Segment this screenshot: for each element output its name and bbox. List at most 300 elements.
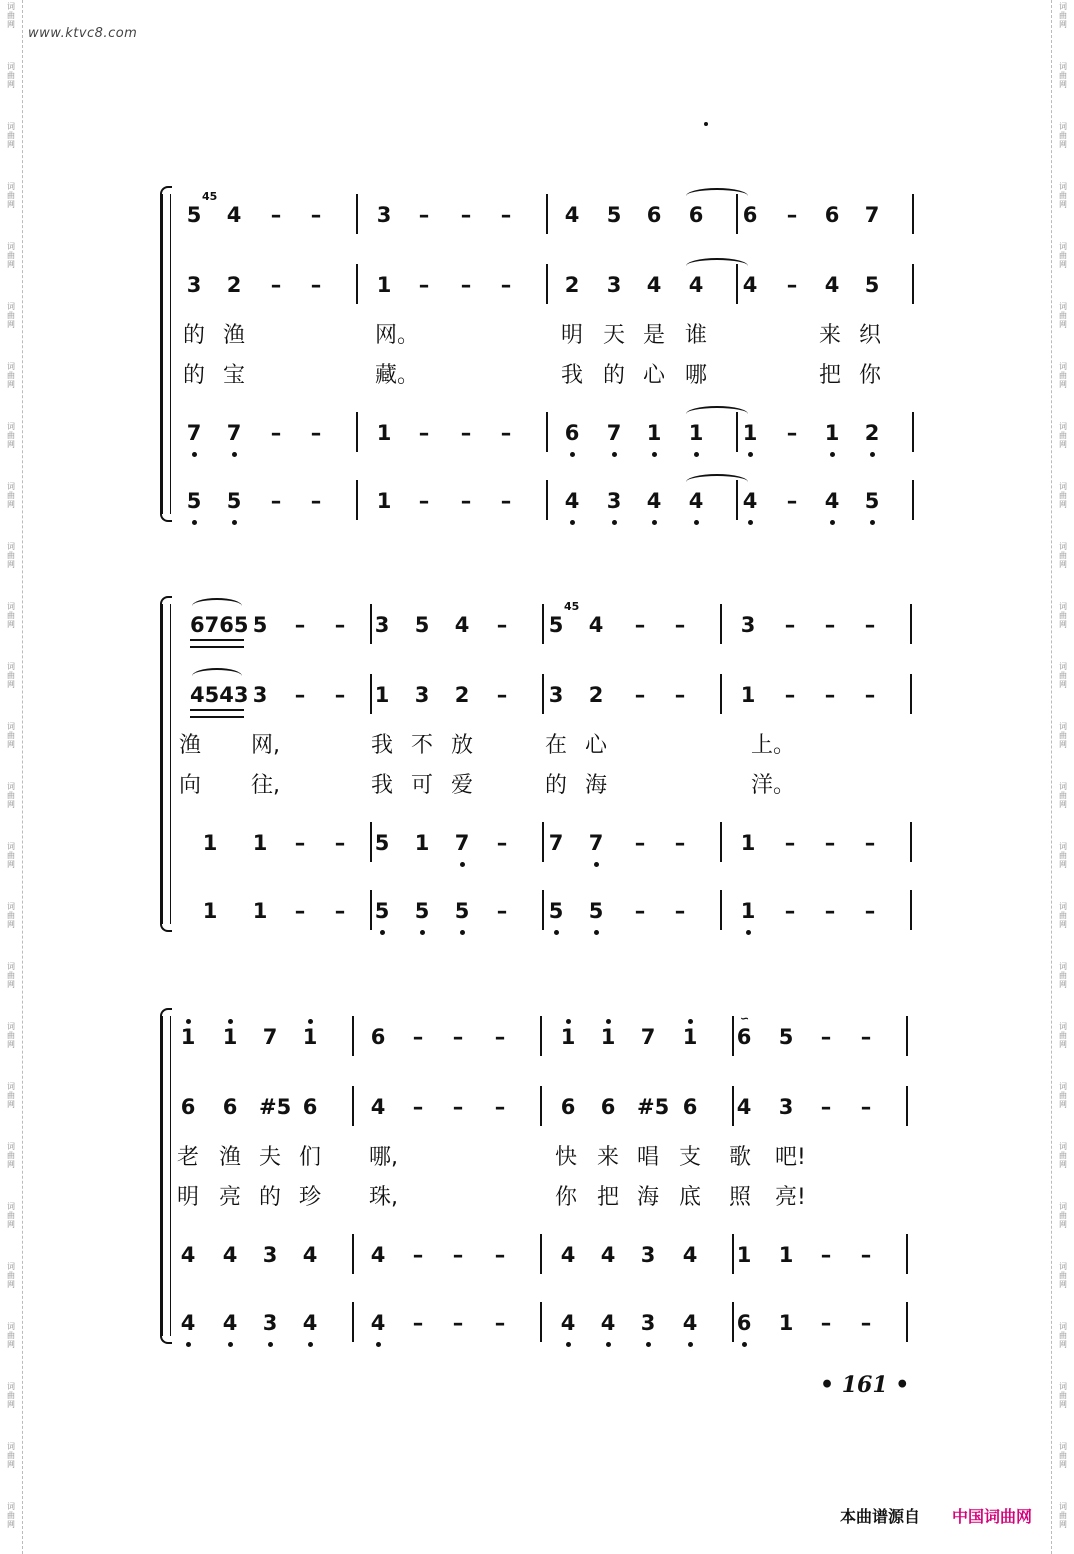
barline — [912, 264, 914, 304]
jianpu-note: 4 — [646, 489, 662, 513]
low-octave-dot — [460, 862, 465, 867]
jianpu-note: 4 — [226, 203, 242, 227]
dash-extension: – — [634, 683, 646, 707]
barline — [546, 194, 548, 234]
dash-extension: – — [452, 1095, 464, 1119]
jianpu-note: 1 — [202, 831, 218, 855]
margin-watermark-mark: 词 曲 网 — [7, 1022, 15, 1049]
dash-extension: – — [496, 613, 508, 637]
jianpu-note: 6 — [302, 1095, 318, 1119]
barline — [546, 412, 548, 452]
margin-watermark-mark: 词 曲 网 — [1059, 1502, 1067, 1529]
jianpu-note: #5 — [637, 1095, 670, 1119]
lyric-syllable: 来 — [597, 1145, 620, 1170]
jianpu-note: 1 — [778, 1311, 794, 1335]
margin-watermark-mark: 词 曲 网 — [7, 722, 15, 749]
dash-extension: – — [674, 613, 686, 637]
dash-extension: – — [860, 1025, 872, 1049]
dash-extension: – — [270, 273, 282, 297]
jianpu-note: 7 — [548, 831, 564, 855]
jianpu-note: 1 — [740, 831, 756, 855]
lyric-syllable: 心 — [643, 363, 666, 388]
lyric-syllable: 不 — [411, 733, 434, 758]
margin-watermark-mark: 词 曲 网 — [1059, 902, 1067, 929]
dash-extension: – — [294, 613, 306, 637]
dash-extension: – — [310, 273, 322, 297]
lyric-syllable: 网。 — [375, 323, 420, 348]
jianpu-note: 4 — [736, 1095, 752, 1119]
lyric-syllable: 亮 — [219, 1185, 242, 1210]
lyric-syllable: 珠, — [369, 1185, 398, 1210]
jianpu-note: 4 — [302, 1243, 318, 1267]
page-number: • 161 • — [820, 1372, 910, 1398]
low-octave-dot — [308, 1342, 313, 1347]
low-octave-dot — [594, 862, 599, 867]
jianpu-note: 6 — [742, 203, 758, 227]
dash-extension: – — [494, 1311, 506, 1335]
jianpu-note: 3 — [376, 203, 392, 227]
jianpu-note: 4 — [600, 1311, 616, 1335]
dash-extension: – — [634, 831, 646, 855]
dash-extension: – — [494, 1243, 506, 1267]
barline — [546, 480, 548, 520]
jianpu-note: 6 — [222, 1095, 238, 1119]
jianpu-note: 3 — [252, 683, 268, 707]
margin-watermark-mark: 词 曲 网 — [7, 302, 15, 329]
jianpu-note: 4 — [742, 489, 758, 513]
lyric-syllable: 是 — [643, 323, 666, 348]
dash-extension: – — [418, 273, 430, 297]
margin-watermark-mark: 词 曲 网 — [1059, 542, 1067, 569]
margin-watermark-mark: 词 曲 网 — [7, 422, 15, 449]
dash-extension: – — [334, 899, 346, 923]
lyric-syllable: 渔 — [223, 323, 246, 348]
dash-extension: – — [864, 683, 876, 707]
low-octave-dot — [594, 930, 599, 935]
turn-ornament: ∽ — [740, 1012, 750, 1025]
jianpu-note: 1 — [202, 899, 218, 923]
jianpu-note: 5 — [588, 899, 604, 923]
barline — [912, 480, 914, 520]
dash-extension: – — [334, 613, 346, 637]
barline — [720, 674, 722, 714]
margin-watermark-mark: 词 曲 网 — [1059, 662, 1067, 689]
low-octave-dot — [748, 452, 753, 457]
jianpu-note: 1 — [646, 421, 662, 445]
margin-watermark-mark: 词 曲 网 — [1059, 1202, 1067, 1229]
jianpu-note: 1 — [740, 683, 756, 707]
jianpu-note: 4 — [824, 273, 840, 297]
jianpu-note: 1 — [600, 1025, 616, 1049]
jianpu-note: 6 — [560, 1095, 576, 1119]
lyric-syllable: 上。 — [751, 733, 796, 758]
dash-extension: – — [452, 1311, 464, 1335]
tie — [686, 188, 748, 204]
dash-extension: – — [784, 613, 796, 637]
lyric-syllable: 的 — [183, 363, 206, 388]
jianpu-note: 6 — [370, 1025, 386, 1049]
dash-extension: – — [500, 489, 512, 513]
low-octave-dot — [232, 452, 237, 457]
jianpu-note: 4 — [564, 203, 580, 227]
low-octave-dot — [646, 1342, 651, 1347]
low-octave-dot — [830, 452, 835, 457]
jianpu-note: 1 — [560, 1025, 576, 1049]
lyric-syllable: 在 — [545, 733, 568, 758]
high-octave-dot — [186, 1019, 191, 1024]
jianpu-note: 6765 — [190, 613, 249, 637]
jianpu-note: 6 — [824, 203, 840, 227]
dash-extension: – — [460, 421, 472, 445]
barline — [356, 194, 358, 234]
dash-extension: – — [334, 831, 346, 855]
lyric-syllable: 的 — [603, 363, 626, 388]
margin-watermark-mark: 词 曲 网 — [1059, 782, 1067, 809]
lyric-syllable: 们 — [299, 1145, 322, 1170]
dash-extension: – — [860, 1243, 872, 1267]
lyric-syllable: 洋。 — [751, 773, 796, 798]
jianpu-note: 6 — [682, 1095, 698, 1119]
jianpu-note: 3 — [640, 1243, 656, 1267]
low-octave-dot — [554, 930, 559, 935]
barline — [356, 480, 358, 520]
dash-extension: – — [824, 683, 836, 707]
jianpu-note: 6 — [736, 1311, 752, 1335]
dash-extension: – — [824, 899, 836, 923]
margin-watermark-mark: 词 曲 网 — [1059, 242, 1067, 269]
margin-watermark-mark: 词 曲 网 — [1059, 122, 1067, 149]
lyric-syllable: 底 — [679, 1185, 702, 1210]
jianpu-note: 3 — [414, 683, 430, 707]
lyric-syllable: 海 — [637, 1185, 660, 1210]
lyric-syllable: 心 — [585, 733, 608, 758]
lyric-syllable: 海 — [585, 773, 608, 798]
low-octave-dot — [460, 930, 465, 935]
dash-extension: – — [270, 203, 282, 227]
barline — [542, 822, 544, 862]
jianpu-note: 1 — [222, 1025, 238, 1049]
jianpu-note: 7 — [262, 1025, 278, 1049]
dash-extension: – — [674, 683, 686, 707]
jianpu-note: 5 — [864, 273, 880, 297]
jianpu-note: 5 — [374, 831, 390, 855]
jianpu-note: 3 — [262, 1243, 278, 1267]
barline — [720, 822, 722, 862]
barline — [352, 1234, 354, 1274]
barline — [546, 264, 548, 304]
dash-extension: – — [294, 683, 306, 707]
barline — [720, 890, 722, 930]
low-octave-dot — [228, 1342, 233, 1347]
margin-watermark-mark: 词 曲 网 — [7, 242, 15, 269]
dash-extension: – — [786, 421, 798, 445]
dash-extension: – — [786, 273, 798, 297]
jianpu-note: 1 — [376, 273, 392, 297]
dash-extension: – — [496, 683, 508, 707]
margin-watermark-mark: 词 曲 网 — [1059, 842, 1067, 869]
margin-watermark-mark: 词 曲 网 — [1059, 62, 1067, 89]
dash-extension: – — [460, 273, 472, 297]
low-octave-dot — [748, 520, 753, 525]
margin-watermark-mark: 词 曲 网 — [7, 122, 15, 149]
slur — [192, 668, 242, 684]
dash-extension: – — [864, 613, 876, 637]
dash-extension: – — [270, 489, 282, 513]
lyric-syllable: 吧! — [775, 1145, 806, 1170]
jianpu-note: 4 — [222, 1243, 238, 1267]
margin-watermark-mark: 词 曲 网 — [1059, 1442, 1067, 1469]
dash-extension: – — [634, 613, 646, 637]
margin-watermark-mark: 词 曲 网 — [1059, 182, 1067, 209]
jianpu-note: 4 — [742, 273, 758, 297]
lyric-syllable: 你 — [555, 1185, 578, 1210]
margin-watermark-mark: 词 曲 网 — [1059, 722, 1067, 749]
margin-watermark-mark: 词 曲 网 — [7, 602, 15, 629]
barline — [352, 1016, 354, 1056]
jianpu-note: 3 — [606, 489, 622, 513]
margin-watermark-mark: 词 曲 网 — [7, 62, 15, 89]
jianpu-note: 4 — [682, 1243, 698, 1267]
barline — [356, 264, 358, 304]
jianpu-note: 1 — [778, 1243, 794, 1267]
jianpu-note: 4 — [454, 613, 470, 637]
lyric-syllable: 往, — [251, 773, 280, 798]
lyric-syllable: 我 — [561, 363, 584, 388]
dash-extension: – — [820, 1311, 832, 1335]
jianpu-note: 4 — [370, 1095, 386, 1119]
margin-watermark-mark: 词 曲 网 — [7, 1142, 15, 1169]
jianpu-note: 1 — [302, 1025, 318, 1049]
barline — [912, 194, 914, 234]
jianpu-note: 5 — [186, 203, 202, 227]
lyric-syllable: 向 — [179, 773, 202, 798]
jianpu-note: 3 — [740, 613, 756, 637]
lyric-syllable: 可 — [411, 773, 434, 798]
jianpu-note: 2 — [454, 683, 470, 707]
low-octave-dot — [192, 452, 197, 457]
margin-watermark-mark: 词 曲 网 — [7, 1382, 15, 1409]
margin-watermark-mark: 词 曲 网 — [1059, 962, 1067, 989]
dash-extension: – — [820, 1025, 832, 1049]
jianpu-note: 4 — [682, 1311, 698, 1335]
barline — [906, 1234, 908, 1274]
jianpu-note: 5 — [548, 613, 564, 637]
barline — [540, 1302, 542, 1342]
ink-speck — [704, 122, 708, 126]
dash-extension: – — [418, 203, 430, 227]
margin-watermark-mark: 词 曲 网 — [7, 362, 15, 389]
low-octave-dot — [870, 452, 875, 457]
barline — [356, 412, 358, 452]
jianpu-note: 1 — [376, 489, 392, 513]
dash-extension: – — [334, 683, 346, 707]
jianpu-note: 7 — [606, 421, 622, 445]
barline — [542, 890, 544, 930]
jianpu-note: 5 — [548, 899, 564, 923]
high-octave-dot — [688, 1019, 693, 1024]
lyric-syllable: 网, — [251, 733, 280, 758]
jianpu-note: 1 — [736, 1243, 752, 1267]
margin-watermark-mark: 词 曲 网 — [1059, 1262, 1067, 1289]
jianpu-note: 7 — [640, 1025, 656, 1049]
low-octave-dot — [652, 520, 657, 525]
margin-watermark-mark: 词 曲 网 — [7, 962, 15, 989]
lyric-syllable: 藏。 — [375, 363, 420, 388]
jianpu-note: 4 — [688, 273, 704, 297]
dash-extension: – — [412, 1095, 424, 1119]
margin-watermark-mark: 词 曲 网 — [7, 842, 15, 869]
barline — [910, 604, 912, 644]
lyric-syllable: 珍 — [299, 1185, 322, 1210]
low-octave-dot — [420, 930, 425, 935]
score-system — [0, 190, 1074, 530]
jianpu-note: 5 — [454, 899, 470, 923]
jianpu-note: 7 — [226, 421, 242, 445]
jianpu-note: 3 — [186, 273, 202, 297]
margin-watermark-mark: 词 曲 网 — [1059, 1382, 1067, 1409]
system-bracket-inner — [170, 604, 175, 924]
dash-extension: – — [294, 899, 306, 923]
barline — [906, 1086, 908, 1126]
lyric-syllable: 谁 — [685, 323, 708, 348]
dash-extension: – — [500, 203, 512, 227]
score-system — [0, 600, 1074, 940]
lyric-syllable: 哪, — [369, 1145, 398, 1170]
lyric-syllable: 哪 — [685, 363, 708, 388]
low-octave-dot — [570, 452, 575, 457]
jianpu-note: 4 — [180, 1311, 196, 1335]
dash-extension: – — [786, 489, 798, 513]
jianpu-note: 1 — [688, 421, 704, 445]
margin-watermark-mark: 词 曲 网 — [1059, 1022, 1067, 1049]
jianpu-note: 7 — [588, 831, 604, 855]
low-octave-dot — [612, 452, 617, 457]
sixteenth-underline — [190, 639, 244, 648]
dash-extension: – — [496, 831, 508, 855]
low-octave-dot — [688, 1342, 693, 1347]
jianpu-note: 1 — [414, 831, 430, 855]
dash-extension: – — [500, 421, 512, 445]
margin-watermark-mark: 词 曲 网 — [7, 1262, 15, 1289]
margin-watermark-mark: 词 曲 网 — [7, 542, 15, 569]
jianpu-note: 5 — [414, 613, 430, 637]
lyric-syllable: 渔 — [219, 1145, 242, 1170]
dash-extension: – — [824, 831, 836, 855]
barline — [540, 1086, 542, 1126]
jianpu-note: 7 — [186, 421, 202, 445]
dash-extension: – — [310, 421, 322, 445]
barline — [912, 412, 914, 452]
jianpu-note: 3 — [606, 273, 622, 297]
tie — [686, 258, 748, 274]
dash-extension: – — [786, 203, 798, 227]
score-system — [0, 1012, 1074, 1352]
lyric-syllable: 你 — [859, 363, 882, 388]
slur — [192, 598, 242, 614]
dash-extension: – — [496, 899, 508, 923]
dash-extension: – — [674, 899, 686, 923]
lyric-syllable: 亮! — [775, 1185, 806, 1210]
lyric-syllable: 织 — [859, 323, 882, 348]
jianpu-note: 3 — [778, 1095, 794, 1119]
low-octave-dot — [652, 452, 657, 457]
margin-watermark-mark: 词 曲 网 — [7, 1442, 15, 1469]
margin-watermark-mark: 词 曲 网 — [1059, 1322, 1067, 1349]
barline — [906, 1302, 908, 1342]
dash-extension: – — [412, 1311, 424, 1335]
margin-watermark-mark: 词 曲 网 — [7, 782, 15, 809]
lyric-syllable: 唱 — [637, 1145, 660, 1170]
jianpu-note: 3 — [262, 1311, 278, 1335]
system-bracket-inner — [170, 1016, 175, 1336]
margin-watermark-mark: 词 曲 网 — [7, 482, 15, 509]
margin-watermark-mark: 词 曲 网 — [1059, 602, 1067, 629]
jianpu-note: 4 — [564, 489, 580, 513]
lyric-syllable: 明 — [561, 323, 584, 348]
jianpu-note: 5 — [226, 489, 242, 513]
barline — [910, 890, 912, 930]
barline — [910, 822, 912, 862]
dash-extension: – — [452, 1243, 464, 1267]
barline — [720, 604, 722, 644]
grace-notes: 45 — [564, 600, 580, 613]
jianpu-note: 4 — [688, 489, 704, 513]
margin-watermark-mark: 词 曲 网 — [1059, 1142, 1067, 1169]
jianpu-note: 5 — [414, 899, 430, 923]
dash-extension: – — [310, 489, 322, 513]
low-octave-dot — [830, 520, 835, 525]
dash-extension: – — [820, 1243, 832, 1267]
jianpu-note: 2 — [588, 683, 604, 707]
dash-extension: – — [310, 203, 322, 227]
jianpu-note: 4 — [588, 613, 604, 637]
dash-extension: – — [674, 831, 686, 855]
margin-watermark-mark: 词 曲 网 — [7, 182, 15, 209]
low-octave-dot — [268, 1342, 273, 1347]
jianpu-note: 4 — [302, 1311, 318, 1335]
jianpu-note: 5 — [374, 899, 390, 923]
margin-watermark-mark: 词 曲 网 — [1059, 2, 1067, 29]
dash-extension: – — [634, 899, 646, 923]
margin-watermark-mark: 词 曲 网 — [7, 1082, 15, 1109]
low-octave-dot — [566, 1342, 571, 1347]
dash-extension: – — [294, 831, 306, 855]
barline — [910, 674, 912, 714]
low-octave-dot — [870, 520, 875, 525]
jianpu-note: 4 — [560, 1243, 576, 1267]
barline — [542, 674, 544, 714]
margin-watermark-mark: 词 曲 网 — [7, 662, 15, 689]
source-site-name: 中国词曲网 — [952, 1507, 1033, 1526]
lyric-syllable: 老 — [177, 1145, 200, 1170]
margin-watermark-mark: 词 曲 网 — [1059, 422, 1067, 449]
low-octave-dot — [606, 1342, 611, 1347]
lyric-syllable: 我 — [371, 773, 394, 798]
margin-watermark-mark: 词 曲 网 — [1059, 482, 1067, 509]
lyric-syllable: 把 — [819, 363, 842, 388]
low-octave-dot — [376, 1342, 381, 1347]
barline — [540, 1234, 542, 1274]
sixteenth-underline — [190, 709, 244, 718]
barline — [906, 1016, 908, 1056]
jianpu-note: 2 — [564, 273, 580, 297]
lyric-syllable: 夫 — [259, 1145, 282, 1170]
high-octave-dot — [566, 1019, 571, 1024]
lyric-syllable: 来 — [819, 323, 842, 348]
jianpu-note: 6 — [180, 1095, 196, 1119]
jianpu-note: 5 — [186, 489, 202, 513]
margin-watermark-mark: 词 曲 网 — [7, 902, 15, 929]
